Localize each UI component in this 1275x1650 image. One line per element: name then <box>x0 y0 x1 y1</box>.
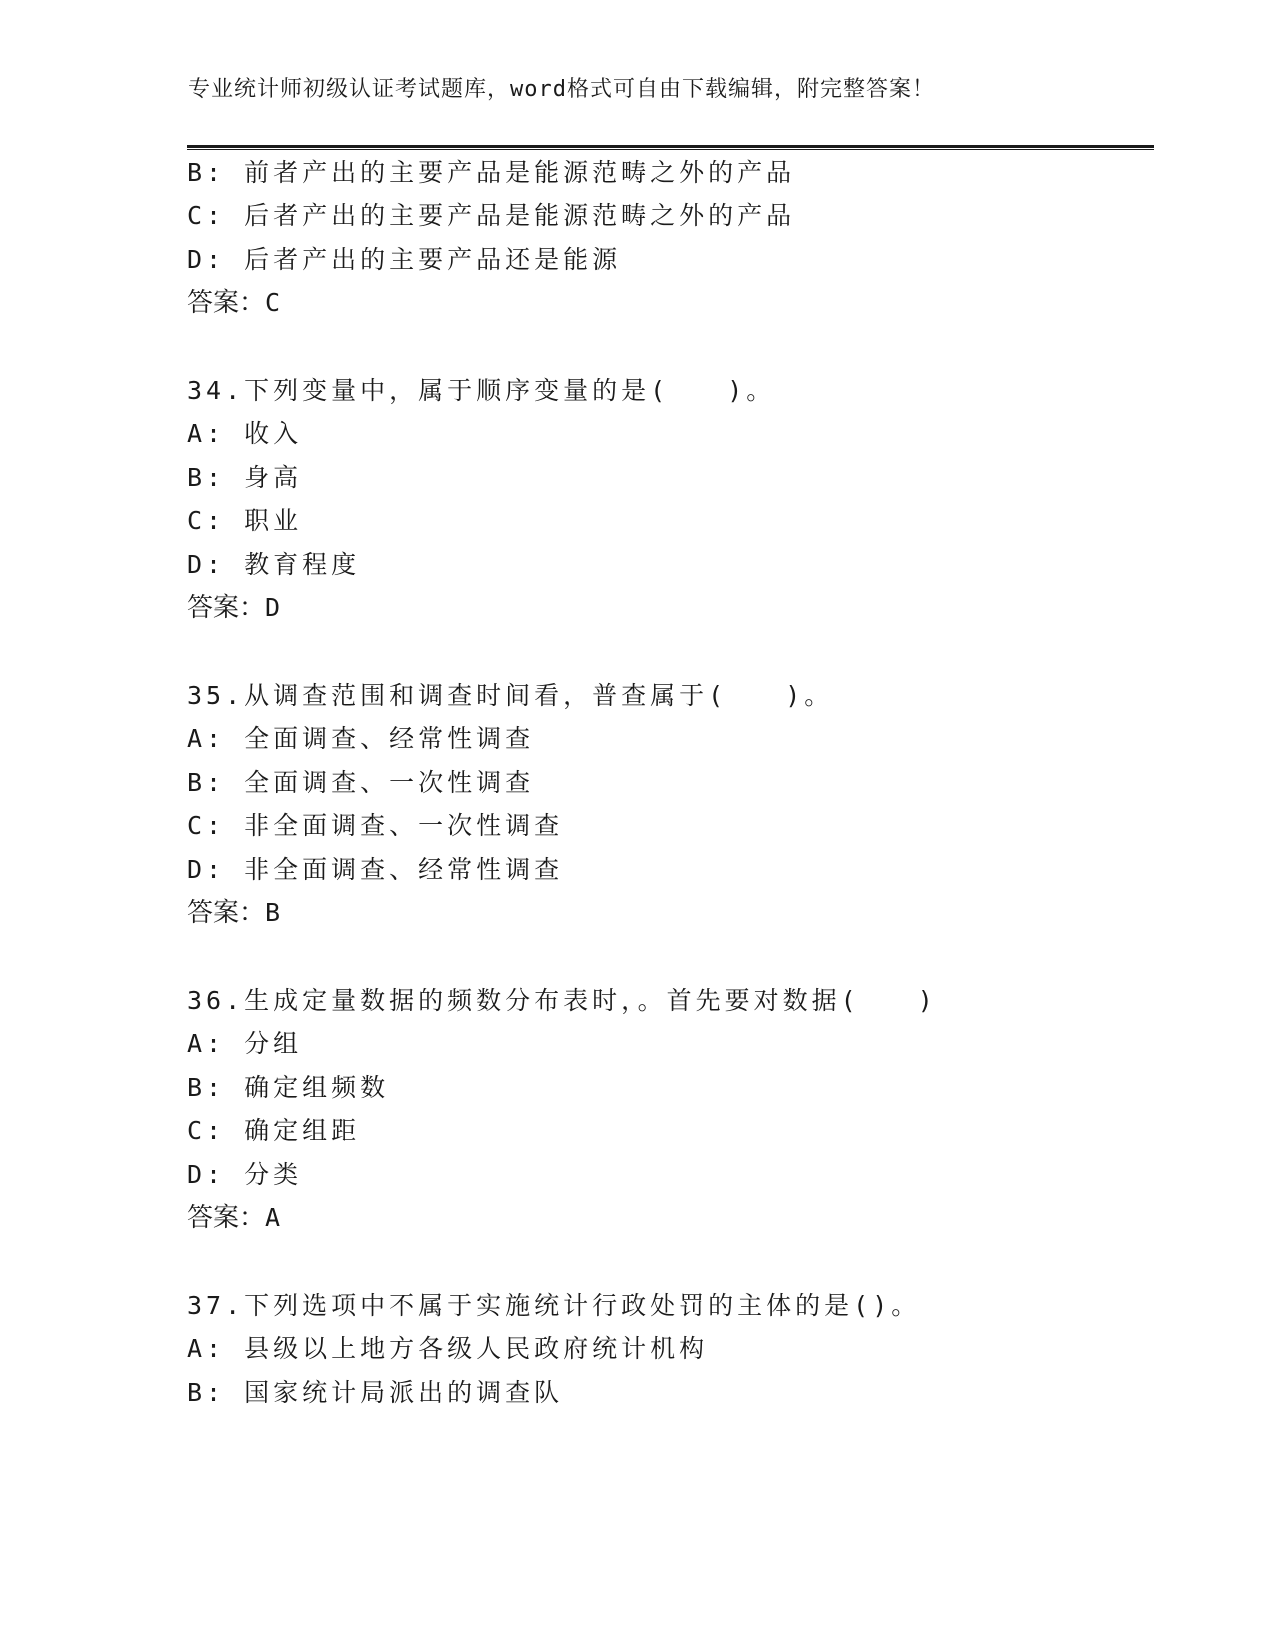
answer-value: A <box>265 1203 281 1232</box>
option-c: C: 职业 <box>187 506 303 535</box>
answer-value: D <box>265 593 281 622</box>
option-d: D: 后者产出的主要产品还是能源 <box>187 245 622 274</box>
answer-label: 答案： <box>187 898 266 928</box>
answer-line <box>187 593 280 623</box>
answer-label: 答案： <box>187 593 266 623</box>
option-d: D: 分类 <box>187 1160 303 1189</box>
answer-line <box>187 288 280 318</box>
answer-value: C <box>265 288 281 317</box>
option-a: A: 收入 <box>187 419 303 448</box>
option-b: B: 国家统计局派出的调查队 <box>187 1378 564 1407</box>
answer-label: 答案： <box>187 1203 266 1233</box>
question-36: 36.生成定量数据的频数分布表时，。首先要对数据( ) <box>187 986 937 1015</box>
answer-line <box>187 1203 280 1233</box>
option-b: B: 确定组频数 <box>187 1073 390 1102</box>
question-35: 35.从调查范围和调查时间看，普查属于( )。 <box>187 681 834 710</box>
option-a: A: 县级以上地方各级人民政府统计机构 <box>187 1334 709 1363</box>
option-c: C: 后者产出的主要产品是能源范畴之外的产品 <box>187 201 796 230</box>
option-d: D: 教育程度 <box>187 550 361 579</box>
option-b: B: 前者产出的主要产品是能源范畴之外的产品 <box>187 158 796 187</box>
option-c: C: 确定组距 <box>187 1116 361 1145</box>
option-b: B: 全面调查、一次性调查 <box>187 768 535 797</box>
option-a: A: 分组 <box>187 1029 303 1058</box>
header-divider <box>187 145 1154 150</box>
option-d: D: 非全面调查、经常性调查 <box>187 855 564 884</box>
option-b: B: 身高 <box>187 463 303 492</box>
answer-line <box>187 898 280 928</box>
option-c: C: 非全面调查、一次性调查 <box>187 811 564 840</box>
question-34: 34.下列变量中，属于顺序变量的是( )。 <box>187 376 776 405</box>
page-header: 专业统计师初级认证考试题库，word格式可自由下载编辑，附完整答案！ <box>188 77 935 102</box>
answer-value: B <box>265 898 281 927</box>
question-37: 37.下列选项中不属于实施统计行政处罚的主体的是()。 <box>187 1291 921 1320</box>
answer-label: 答案： <box>187 288 266 318</box>
option-a: A: 全面调查、经常性调查 <box>187 724 535 753</box>
